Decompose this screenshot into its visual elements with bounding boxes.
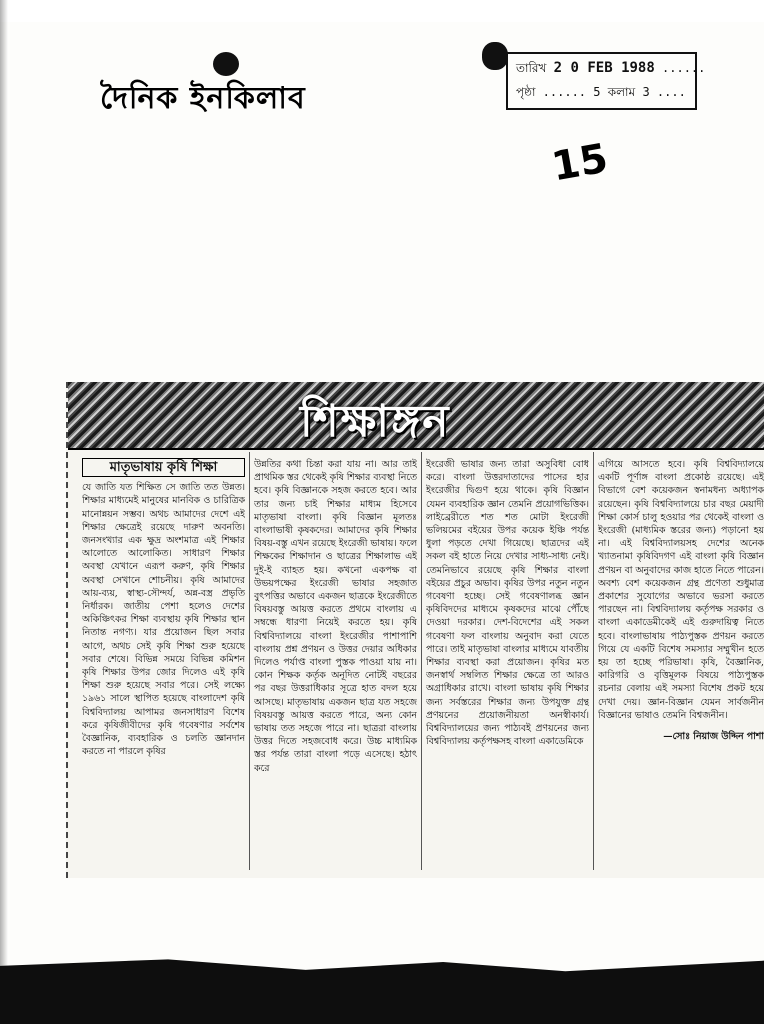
article-column-text: এগিয়ে আসতে হবে। কৃষি বিশ্ববিদ্যালয়ে একটি পূর্ণাঙ্গ বাংলা প্রকোষ্ঠ রয়েছে। এই বিভাগে বেশ কয়েকজন স্বনামধন্য অধ্যাপক রয়েছেন। কৃষি বিশ্ববিদ্যালয়ে চার বছর মেয়াদী শিক্ষা কোর্স চালু হওয়ার পর থেকেই বাংলা ও ইংরেজী (মাধ্যমিক স্তরের জন্য) পড়ানো হয় না। এই বিশ্ববিদ্যালয়সহ দেশের অনেক খ্যাতনামা কৃষিবিদগণ এই বাংলা কৃষি বিজ্ঞান প্রণয়ন বা অনুবাদের কাজ হাতে নিতে পারেন। অবশ্য বেশ কয়েকজন গ্রন্থ প্রণেতা শুধুমাত্র প্রকাশের সুযোগের অভাবে ভরসা করতে পারছেন না। বিশ্ববিদ্যালয় কর্তৃপক্ষ সরকার ও বাংলা একাডেমীকেই এই গুরুদায়িত্ব নিতে হবে। বাংলাভাষায় পাঠ্যপুস্তক প্রণয়ন করতে গিয়ে যে একটি বিশেষ সমস্যার সম্মুখীন হতে হয় তা হচ্ছে পরিভাষা। কৃষি, বৈজ্ঞানিক, কারিগরি ও বৃত্তিমূলক বিষয়ে পাঠ্যপুস্তক রচনার বেলায় এই সমস্যা বিশেষ প্রকট হয়ে দেখা দেয়। জ্ঞান-বিজ্ঞান যেমন সার্বজনীন বিজ্ঞানের ভাষাও তেমনি বিশ্বজনীন।: [598, 459, 764, 721]
article-column-4: [598, 458, 764, 872]
column-rule: [593, 452, 594, 870]
stamp-page-value: 5: [593, 85, 601, 99]
stamp-date-row: তারিখ 2 0 FEB 1988 ......: [516, 60, 706, 76]
article-column-text: ইংরেজী ভাষার জন্য তারা অসুবিধা বোধ করে। বাংলা উত্তরদাতাদের পাসের হার ইংরেজীর দ্বিগুণ হয়ে থাকে। কৃষি বিজ্ঞান যেমন ব্যবহারিক জ্ঞান তেমনি প্রয়োগভিত্তিক। লাইব্রেরীতে শত শত মোটা ইংরেজী ভলিয়মের বইয়ের উপর কয়েক ইঞ্চি পর্যন্ত ধুলা পড়তে দেখা গিয়েছে। ছাত্রদের এই সকল বই হাতে নিয়ে দেখার সাধ্য-সাধ্য নেই। তেমনিভাবে রয়েছে কৃষি শিক্ষার বাংলা বইয়ের প্রচুর অভাব। কৃষির উপর নতুন নতুন গবেষণা হচ্ছে। সেই গবেষণালব্ধ জ্ঞান কৃষিবিদদের মাধ্যমে কৃষকদের মাঝে পৌঁছে দেওয়া দরকার। দেশ-বিদেশের এই সকল গবেষণা ফল বাংলায় অনুবাদ করা যেতে পারে। তাই মাতৃভাষা বাংলার মাধ্যমে যাবতীয় শিক্ষার ব্যবস্থা করা প্রয়োজন। কৃষির মত জনস্বার্থ সম্বলিত শিক্ষার ক্ষেত্রে তা আরও অগ্রাধিকার রাখে। বাংলা ভাষায় কৃষি শিক্ষার জন্য সর্বস্তরের শিক্ষার জন্য উপযুক্ত গ্রন্থ প্রণয়নের প্রয়োজনীয়তা অনস্বীকার্য। বিশ্ববিদ্যালয়ের জন্য পাঠ্যবই প্রণয়নের জন্য বিশ্ববিদ্যালয় কর্তৃপক্ষসহ বাংলা একাডেমিকে: [426, 459, 589, 748]
handwritten-page-number: 15: [548, 135, 612, 191]
stamp-date-label: তারিখ: [516, 61, 547, 75]
article-byline: —সোঃ নিয়াজ উদ্দিন পাশা: [663, 731, 764, 743]
stamp-column-value: 3: [642, 85, 650, 99]
newspaper-masthead: দৈনিক ইনকিলাব: [100, 81, 306, 116]
stamp-column-label: কলাম: [607, 85, 636, 99]
column-rule: [249, 452, 250, 870]
stamp-ink-blot: [482, 42, 508, 70]
scan-left-shadow: [0, 0, 10, 1024]
article-column-1: [82, 458, 245, 872]
section-banner: [68, 382, 764, 450]
archive-date-stamp: [506, 52, 706, 110]
newspaper-clipping: [66, 382, 764, 878]
article-column-3: [426, 458, 589, 872]
stamp-page-row: পৃষ্ঠা ...... 5 কলাম 3 ....: [516, 85, 686, 99]
article-column-text: যে জাতি যত শিক্ষিত সে জাতি তত উন্নত। শিক্ষার মাধ্যমেই মানুষের মানবিক ও চারিত্রিক মানোন্নয়ন সম্ভব। অথচ আমাদের দেশে এই শিক্ষার ক্ষেত্রেই রয়েছে দারুণ অবনতি। জনসংখ্যার এক ক্ষুদ্র অংশমাত্র এই শিক্ষার আলোতে আলোকিত। সাধারণ শিক্ষার অবস্থা যেখানে এরূপ করুণ, কৃষি শিক্ষার অবস্থা সেখানে শোচনীয়। কৃষি আমাদের আয়-ব্যয়, স্বাস্থ্য-সৌন্দর্য, অন্ন-বস্ত্র প্রভৃতি নির্ধারক। জাতীয় পেশা হলেও দেশের অকিঞ্চিৎকর শিক্ষা ব্যবস্থায় কৃষি শিক্ষার স্থান নিতান্ত নগণ্য। যার প্রয়োজন ছিল সবার আগে, অথচ সেই কৃষি শিক্ষা শুরু হয়েছে সবার শেষে। বিভিন্ন সময়ে বিভিন্ন কমিশন কৃষি শিক্ষার উপর জোর দিলেও এই কৃষি শিক্ষা শুরু হয়েছে সবার পরে। সেই লক্ষ্যে ১৯৬১ সালে স্থাপিত হয়েছে বাংলাদেশ কৃষি বিশ্ববিদ্যালয় আপামর জনসাধারণ বিশেষ করে কৃষিজীবীদের কৃষি গবেষণার সর্বশেষ বৈজ্ঞানিক, ব্যবহারিক ও চলতি জ্ঞানদান করতে না পারলে কৃষির: [82, 482, 245, 758]
section-title: শিক্ষাঙ্গন: [300, 396, 451, 447]
scan-bottom-edge: [0, 958, 764, 1024]
article-column-text: উন্নতির কথা চিন্তা করা যায় না। আর তাই প্রাথমিক স্তর থেকেই কৃষি শিক্ষার ব্যবস্থা নিতে হবে। কৃষি বিজ্ঞানকে সহজ করতে হবে। আর তার জন্য চাই শিক্ষার মাধ্যম হিসেবে মাতৃভাষা বাংলা। কৃষি বিজ্ঞান মূলতঃ বাংলাভাষী কৃষকদের। আমাদের কৃষি শিক্ষার বিষয়-বস্তু এখন রয়েছে ইংরেজী ভাষায়। ফলে শিক্ষকের শিক্ষাদান ও ছাত্রের শিক্ষালাভ এই দুই-ই ব্যাহত হয়। কখনো একপক্ষ বা উভয়পক্ষের ইংরেজী ভাষার সহজাত বুৎপত্তির অভাবে একজন ছাত্রকে ইংরেজীতে বিষয়বস্তু আয়ত্ত করতে প্রথমে বাংলায় এ সম্বন্ধে ধারণা নিয়েই করতে হয়। কৃষি বিশ্ববিদ্যালয়ে বাংলা ইংরেজীর পাশাপাশি বাংলায় প্রশ্ন প্রণয়ন ও উত্তর দেয়ার অধিকার দিলেও পর্যাপ্ত বাংলা পুস্তক পাওয়া যায় না। কোন শিক্ষক কর্তৃক অনূদিত নোটই বছরের পর বছর উত্তরাধিকার সূত্রে হাত বদল হয়ে আসছে। মাতৃভাষায় একজন ছাত্র যত সহজে বিষয়বস্তু আয়ত্ত করতে পারে, অন্য কোন ভাষায় তত সহজে পারে না। ছাত্ররা বাংলায় উত্তর দিতে সহজবোধ করে। উচ্চ মাধ্যমিক স্তর পর্যন্ত তারা বাংলা পড়ে এসেছে। হঠাৎ করে: [254, 459, 417, 774]
column-rule: [421, 452, 422, 870]
ink-blot: [213, 52, 239, 76]
scan-top-margin: [0, 0, 764, 22]
stamp-date-value: 2 0 FEB 1988: [553, 60, 655, 76]
article-headline: মাতৃভাষায় কৃষি শিক্ষা: [82, 458, 245, 477]
article-column-2: [254, 458, 417, 872]
stamp-page-label: পৃষ্ঠা: [516, 85, 536, 99]
